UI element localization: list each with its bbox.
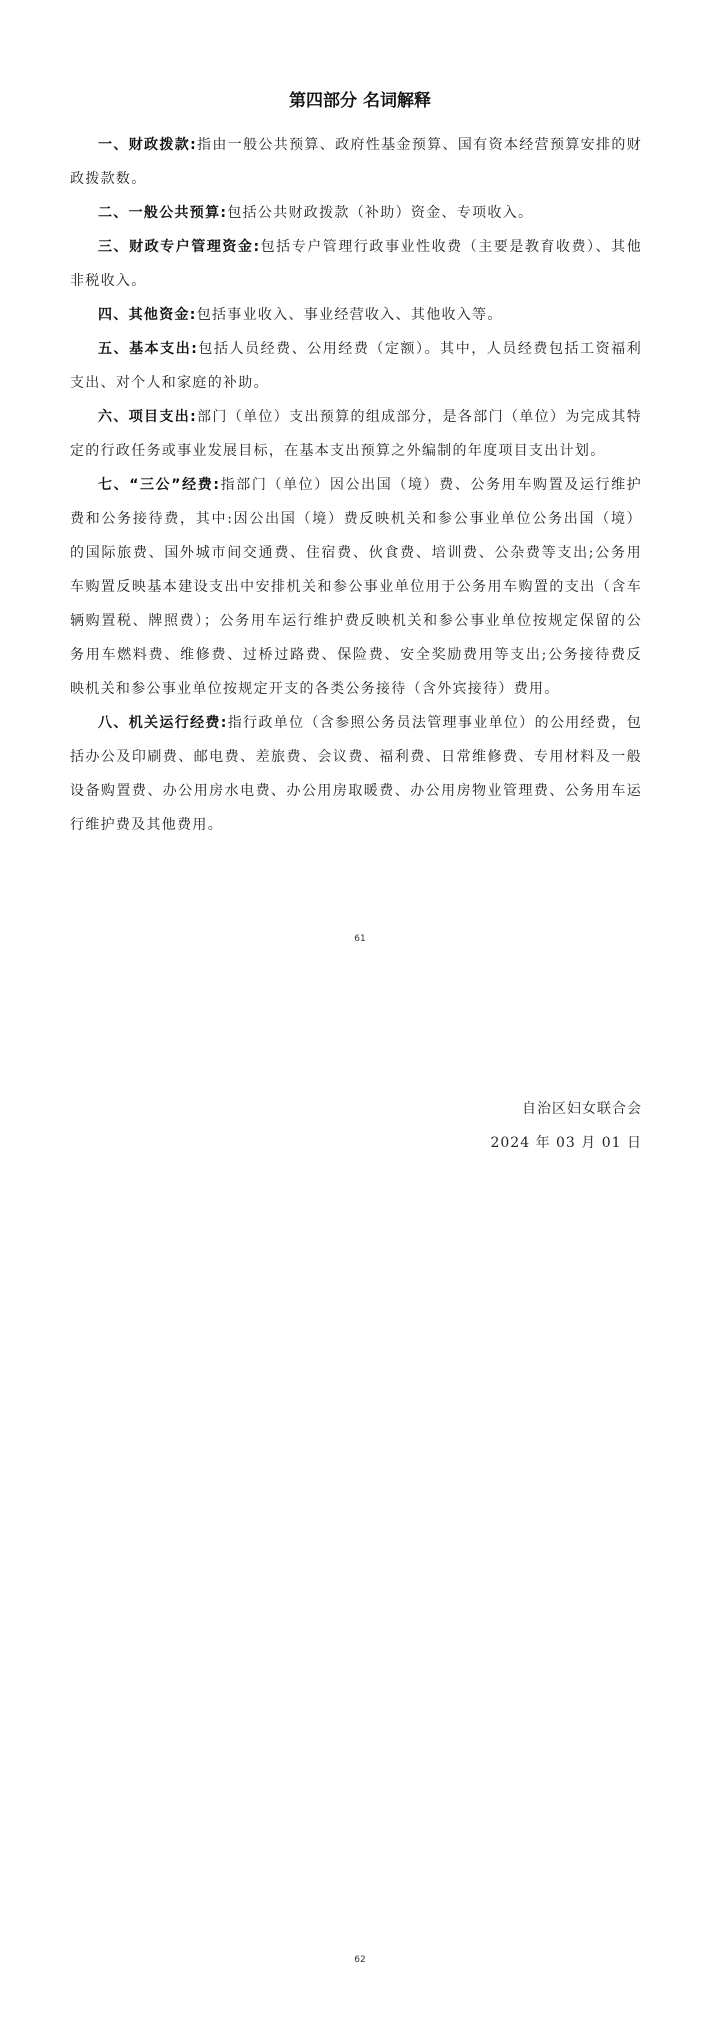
term-label: 七、“三公”经费: <box>98 477 221 493</box>
term-label: 八、机关运行经费: <box>98 715 228 731</box>
term-definition: 指部门（单位）因公出国（境）费、公务用车购置及运行维护费和公务接待费，其中:因公出国（境）费反映机关和参公事业单位公务出国（境）的国际旅费、国外城市间交通费、住宿费、伙食费、培训费、公杂费等支出;公务用车购置反映基本建设支出中安排机关和参公事业单位用于公务用车购置的支出（含车辆购置税、牌照费）；公务用车运行维护费反映机关和参公事业单位按规定保留的公务用车燃料费、维修费、过桥过路费、保险费、安全奖励费用等支出;公务接待费反映机关和参公事业单位按规定开支的各类公务接待（含外宾接待）费用。 <box>70 477 642 697</box>
term-label: 四、其他资金: <box>98 307 197 323</box>
glossary-item-7 <box>70 468 642 706</box>
term-label: 二、一般公共预算: <box>98 205 228 221</box>
term-definition: 指行政单位（含参照公务员法管理事业单位）的公用经费，包括办公及印刷费、邮电费、差旅费、会议费、福利费、日常维修费、专用材料及一般设备购置费、办公用房水电费、办公用房取暖费、办公用房物业管理费、公务用车运行维护费及其他费用。 <box>70 715 642 833</box>
page-number: 62 <box>354 1955 366 1965</box>
glossary-item-6 <box>70 400 642 468</box>
glossary-content <box>70 128 642 842</box>
page-number: 61 <box>354 934 366 944</box>
term-definition: 指由一般公共预算、政府性基金预算、国有资本经营预算安排的财政拨款数。 <box>70 137 643 187</box>
term-label: 五、基本支出: <box>98 341 199 357</box>
term-label: 六、项目支出: <box>98 409 197 425</box>
term-definition: 部门（单位）支出预算的组成部分，是各部门（单位）为完成其特定的行政任务或事业发展目标，在基本支出预算之外编制的年度项目支出计划。 <box>70 409 643 459</box>
term-label: 三、财政专户管理资金: <box>98 239 261 255</box>
term-definition: 包括人员经费、公用经费（定额）。其中，人员经费包括工资福利支出、对个人和家庭的补助。 <box>70 341 642 391</box>
glossary-item-8 <box>70 706 642 842</box>
term-definition: 包括公共财政拨款（补助）资金、专项收入。 <box>227 205 534 221</box>
glossary-item-2 <box>70 196 642 230</box>
page-title: 第四部分 名词解释 <box>289 91 431 111</box>
signature-org: 自治区妇女联合会 <box>522 1101 642 1117</box>
glossary-item-4 <box>70 298 642 332</box>
term-definition: 包括事业收入、事业经营收入、其他收入等。 <box>196 307 503 323</box>
term-label: 一、财政拨款: <box>98 137 197 153</box>
term-definition: 包括专户管理行政事业性收费（主要是教育收费）、其他非税收入。 <box>70 239 642 289</box>
glossary-item-3 <box>70 230 642 298</box>
glossary-item-1 <box>70 128 642 196</box>
glossary-item-5 <box>70 332 642 400</box>
signature-date: 2024 年 03 月 01 日 <box>490 1135 642 1151</box>
